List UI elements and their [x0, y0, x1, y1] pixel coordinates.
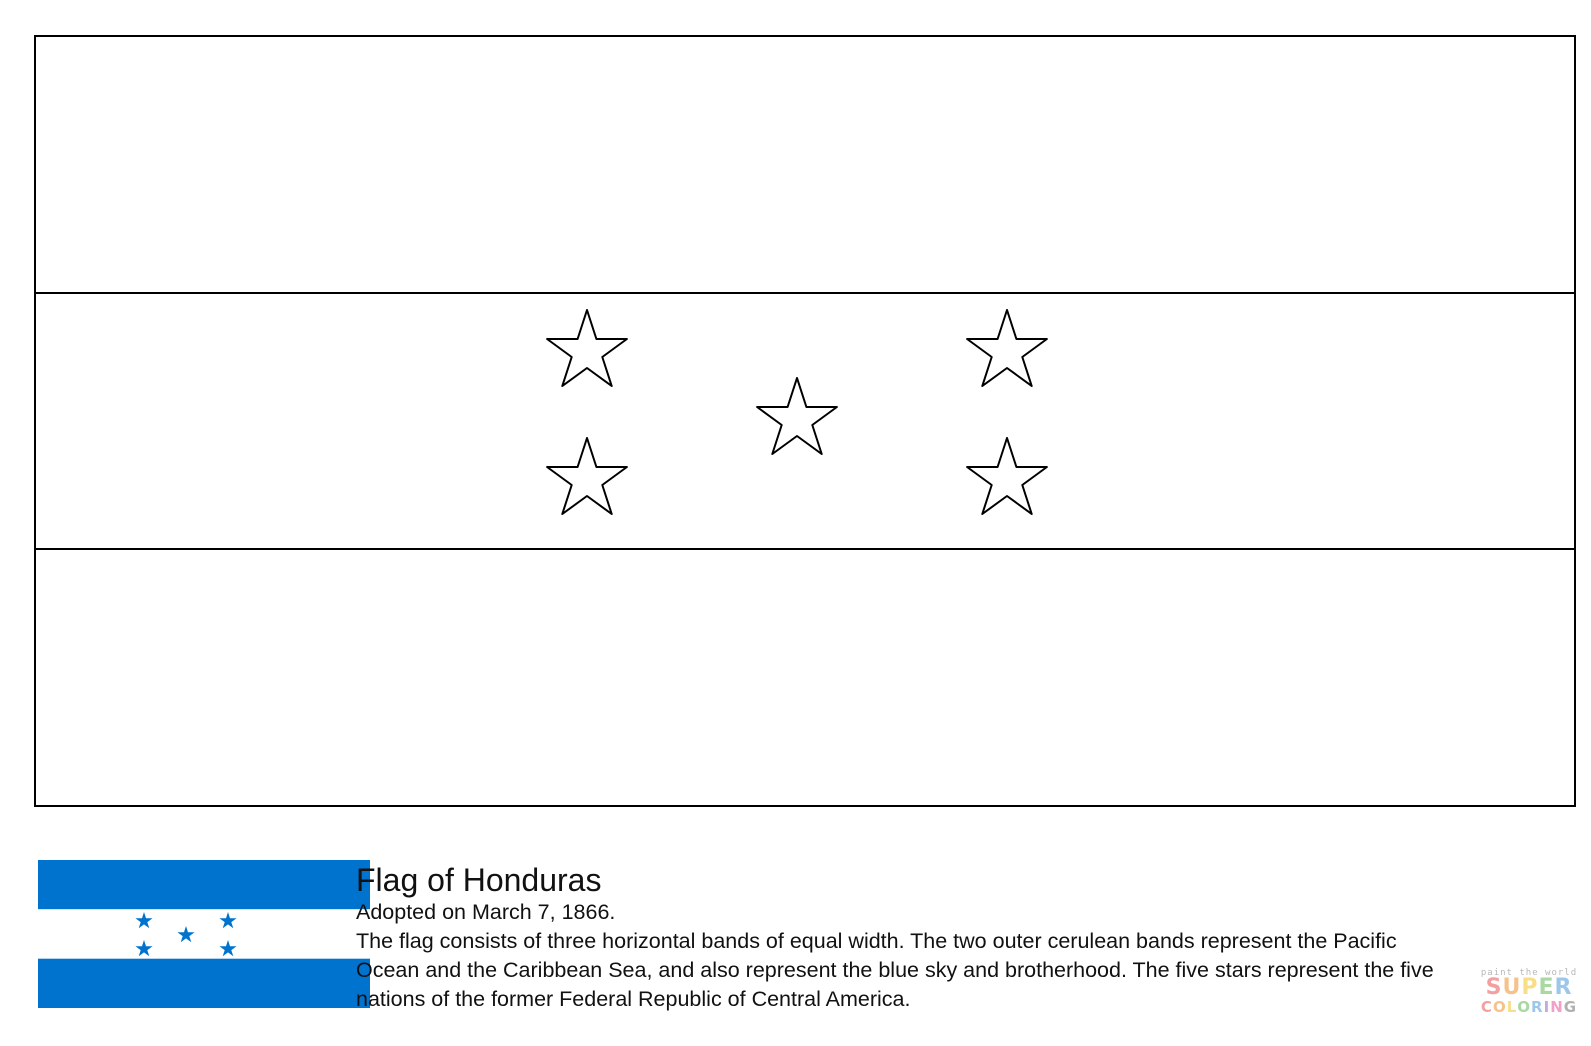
- watermark-letter: L: [1506, 998, 1518, 1016]
- caption-description-line-2: Ocean and the Caribbean Sea, and also represent the blue sky and brotherhood. The five stars represent the five: [356, 958, 1434, 982]
- caption-title: Flag of Honduras: [356, 862, 602, 898]
- watermark-word-coloring: [1470, 998, 1588, 1016]
- watermark-letter: O: [1492, 998, 1507, 1016]
- watermark-word-super: [1470, 975, 1588, 1000]
- caption-description-line-1: The flag consists of three horizontal bands of equal width. The two outer cerulean bands represent the Pacific: [356, 929, 1397, 953]
- watermark-letter: I: [1543, 998, 1551, 1016]
- watermark-letter: R: [1531, 998, 1544, 1016]
- site-watermark-logo: [1470, 968, 1588, 1038]
- watermark-letter: O: [1517, 998, 1532, 1016]
- watermark-letter: R: [1554, 975, 1573, 1000]
- caption-adopted-date: Adopted on March 7, 1866.: [356, 900, 616, 924]
- watermark-letter: G: [1563, 998, 1578, 1016]
- flag-caption: [356, 862, 1476, 1014]
- color-flag: [38, 860, 370, 1008]
- watermark-letter: C: [1480, 998, 1493, 1016]
- color-flag-band-bottom: [38, 959, 370, 1008]
- watermark-letter: P: [1521, 975, 1539, 1000]
- color-flag-band-top: [38, 860, 370, 909]
- caption-description-line-3: nations of the former Federal Republic of Central America.: [356, 987, 911, 1011]
- color-flag-band-middle: [38, 909, 370, 958]
- watermark-tagline: paint the world: [1480, 968, 1578, 978]
- watermark-letter: N: [1550, 998, 1564, 1016]
- watermark-letter: S: [1485, 975, 1503, 1000]
- watermark-letter: E: [1538, 975, 1555, 1000]
- watermark-letter: U: [1502, 975, 1522, 1000]
